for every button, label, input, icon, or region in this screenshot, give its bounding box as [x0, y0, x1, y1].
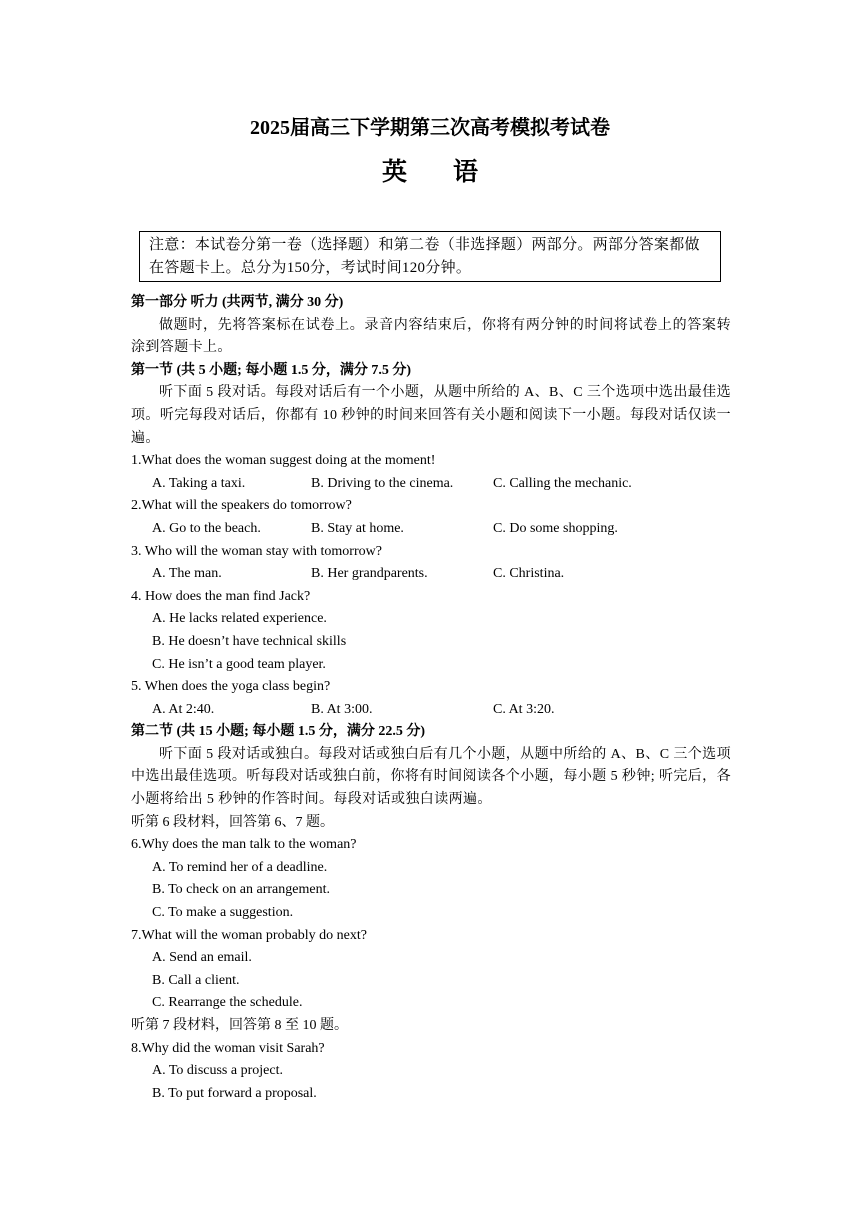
option-c: C. Christina. — [493, 566, 565, 582]
question-5: 5. When does the yoga class begin? — [131, 679, 331, 695]
option-b: B. Call a client. — [152, 972, 240, 988]
question-2: 2.What will the speakers do tomorrow? — [131, 498, 352, 514]
question-4: 4. How does the man find Jack? — [131, 588, 311, 604]
section1-instruction: 听下面 5 段对话。每段对话后有一个小题，从题中所给的 A、B、C 三个选项中选出最佳选项。听完每段对话后，你都有 10 秒钟的时间来回答有关小题和阅读下一小题。每段对话仅读一遍。 — [131, 385, 731, 446]
section1-heading: 第一节 (共 5 小题; 每小题 1.5 分，满分 7.5 分) — [131, 362, 411, 378]
option-b: B. At 3:00. — [311, 701, 373, 717]
part1-instruction: 做题时，先将答案标在试卷上。录音内容结束后，你将有两分钟的时间将试卷上的答案转涂到答题卡上。 — [131, 317, 731, 356]
section2-instruction: 听下面 5 段对话或独白。每段对话或独白后有几个小题，从题中所给的 A、B、C 三个选项中选出最佳选项。听每段对话或独白前，你将有时间阅读各个小题，每小题 5 秒钟; 听完后，各小题将给出 5 秒钟的作答时间。每段对话或独白读两遍。 — [131, 746, 731, 808]
question-2-options — [131, 518, 731, 541]
option-c: C. Rearrange the schedule. — [152, 995, 303, 1011]
option-c: C. Calling the mechanic. — [493, 475, 632, 491]
section2-heading: 第二节 (共 15 小题; 每小题 1.5 分，满分 22.5 分) — [131, 724, 425, 740]
option-a: A. He lacks related experience. — [152, 611, 327, 627]
option-c: C. To make a suggestion. — [152, 905, 294, 921]
material-7-label: 听第 7 段材料，回答第 8 至 10 题。 — [131, 1018, 348, 1033]
exam-title: 2025届高三下学期第三次高考模拟考试卷 — [250, 117, 610, 139]
option-c: C. Do some shopping. — [493, 520, 618, 536]
question-8: 8.Why did the woman visit Sarah? — [131, 1040, 325, 1056]
option-b: B. To check on an arrangement. — [152, 882, 330, 898]
question-5-options — [131, 699, 731, 722]
option-a: A. At 2:40. — [152, 701, 215, 717]
option-b: B. Stay at home. — [311, 520, 404, 536]
option-b: B. To put forward a proposal. — [152, 1085, 317, 1101]
option-a: A. To discuss a project. — [152, 1063, 283, 1079]
option-a: A. The man. — [152, 566, 222, 582]
material-6-label: 听第 6 段材料，回答第 6、7 题。 — [131, 814, 334, 830]
exam-content — [131, 292, 731, 1105]
option-a: A. Go to the beach. — [152, 520, 261, 536]
question-3: 3. Who will the woman stay with tomorrow? — [131, 543, 382, 559]
part1-heading: 第一部分 听力 (共两节, 满分 30 分) — [131, 295, 344, 310]
option-a: A. To remind her of a deadline. — [152, 859, 328, 875]
option-b: B. Her grandparents. — [311, 566, 428, 582]
option-c: C. At 3:20. — [493, 701, 555, 717]
question-6: 6.Why does the man talk to the woman? — [131, 837, 357, 853]
option-a: A. Send an email. — [152, 950, 252, 966]
option-b: B. Driving to the cinema. — [311, 475, 454, 491]
question-3-options — [131, 563, 731, 586]
option-c: C. He isn’t a good team player. — [152, 656, 326, 672]
question-1: 1.What does the woman suggest doing at the moment! — [131, 453, 436, 469]
option-a: A. Taking a taxi. — [152, 475, 246, 491]
notice-box: 注意：本试卷分第一卷（选择题）和第二卷（非选择题）两部分。两部分答案都做在答题卡上。总分为150分，考试时间120分钟。 — [139, 231, 721, 282]
question-7: 7.What will the woman probably do next? — [131, 927, 367, 943]
option-b: B. He doesn’t have technical skills — [152, 633, 347, 649]
question-1-options — [131, 473, 731, 496]
subject-title: 英语 — [381, 159, 524, 186]
